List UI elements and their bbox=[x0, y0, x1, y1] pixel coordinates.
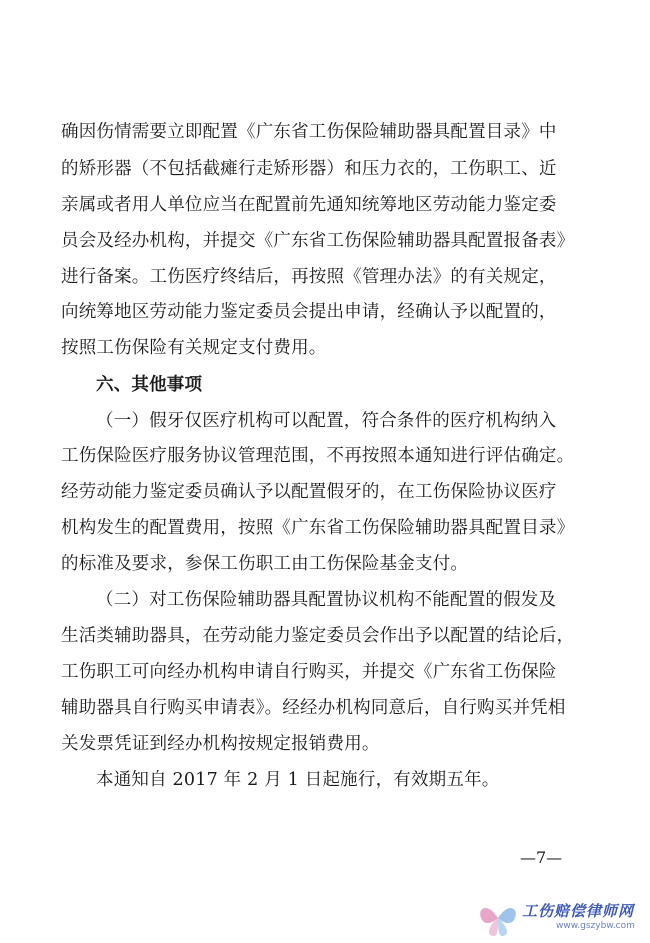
text-line: 确因伤情需要立即配置《广东省工伤保险辅助器具配置目录》中 bbox=[61, 122, 557, 142]
watermark-url: www.gszybw.com bbox=[556, 921, 635, 931]
watermark bbox=[476, 896, 646, 940]
watermark-title: 工伤赔偿律师网 bbox=[522, 902, 635, 920]
text-line: 机构发生的配置费用，按照《广东省工伤保险辅助器具配置目录》 bbox=[61, 518, 575, 538]
text-line: （一）假牙仅医疗机构可以配置，符合条件的医疗机构纳入 bbox=[96, 411, 557, 431]
text-line: （二）对工伤保险辅助器具配置协议机构不能配置的假发及 bbox=[96, 590, 557, 610]
text-line: 关发票凭证到经办机构按规定报销费用。 bbox=[61, 734, 380, 754]
text-line: 进行备案。工伤医疗终结后，再按照《管理办法》的有关规定， bbox=[61, 267, 557, 287]
section-heading: 六、其他事项 bbox=[96, 375, 203, 395]
page-number: —7— bbox=[520, 848, 563, 867]
text-line: 工伤保险医疗服务协议管理范围，不再按照本通知进行评估确定。 bbox=[61, 446, 575, 466]
text-line: 向统筹地区劳动能力鉴定委员会提出申请，经确认予以配置的， bbox=[61, 302, 557, 322]
text-line: 按照工伤保险有关规定支付费用。 bbox=[61, 338, 327, 358]
text-line: 本通知自 2017 年 2 月 1 日起施行，有效期五年。 bbox=[96, 770, 500, 790]
text-line: 亲属或者用人单位应当在配置前先通知统筹地区劳动能力鉴定委 bbox=[61, 195, 557, 215]
text-line: 生活类辅助器具，在劳动能力鉴定委员会作出予以配置的结论后， bbox=[61, 626, 575, 646]
butterfly-logo-icon bbox=[476, 896, 520, 940]
text-line: 经劳动能力鉴定委员确认予以配置假牙的，在工伤保险协议医疗 bbox=[61, 482, 557, 502]
text-line: 工伤职工可向经办机构申请自行购买，并提交《广东省工伤保险 bbox=[61, 662, 557, 682]
text-line: 辅助器具自行购买申请表》。经经办机构同意后，自行购买并凭相 bbox=[61, 698, 566, 718]
text-line: 的矫形器（不包括截瘫行走矫形器）和压力衣的，工伤职工、近 bbox=[61, 159, 557, 179]
text-line: 员会及经办机构，并提交《广东省工伤保险辅助器具配置报备表》 bbox=[61, 231, 575, 251]
text-line: 的标准及要求，参保工伤职工由工伤保险基金支付。 bbox=[61, 554, 469, 574]
